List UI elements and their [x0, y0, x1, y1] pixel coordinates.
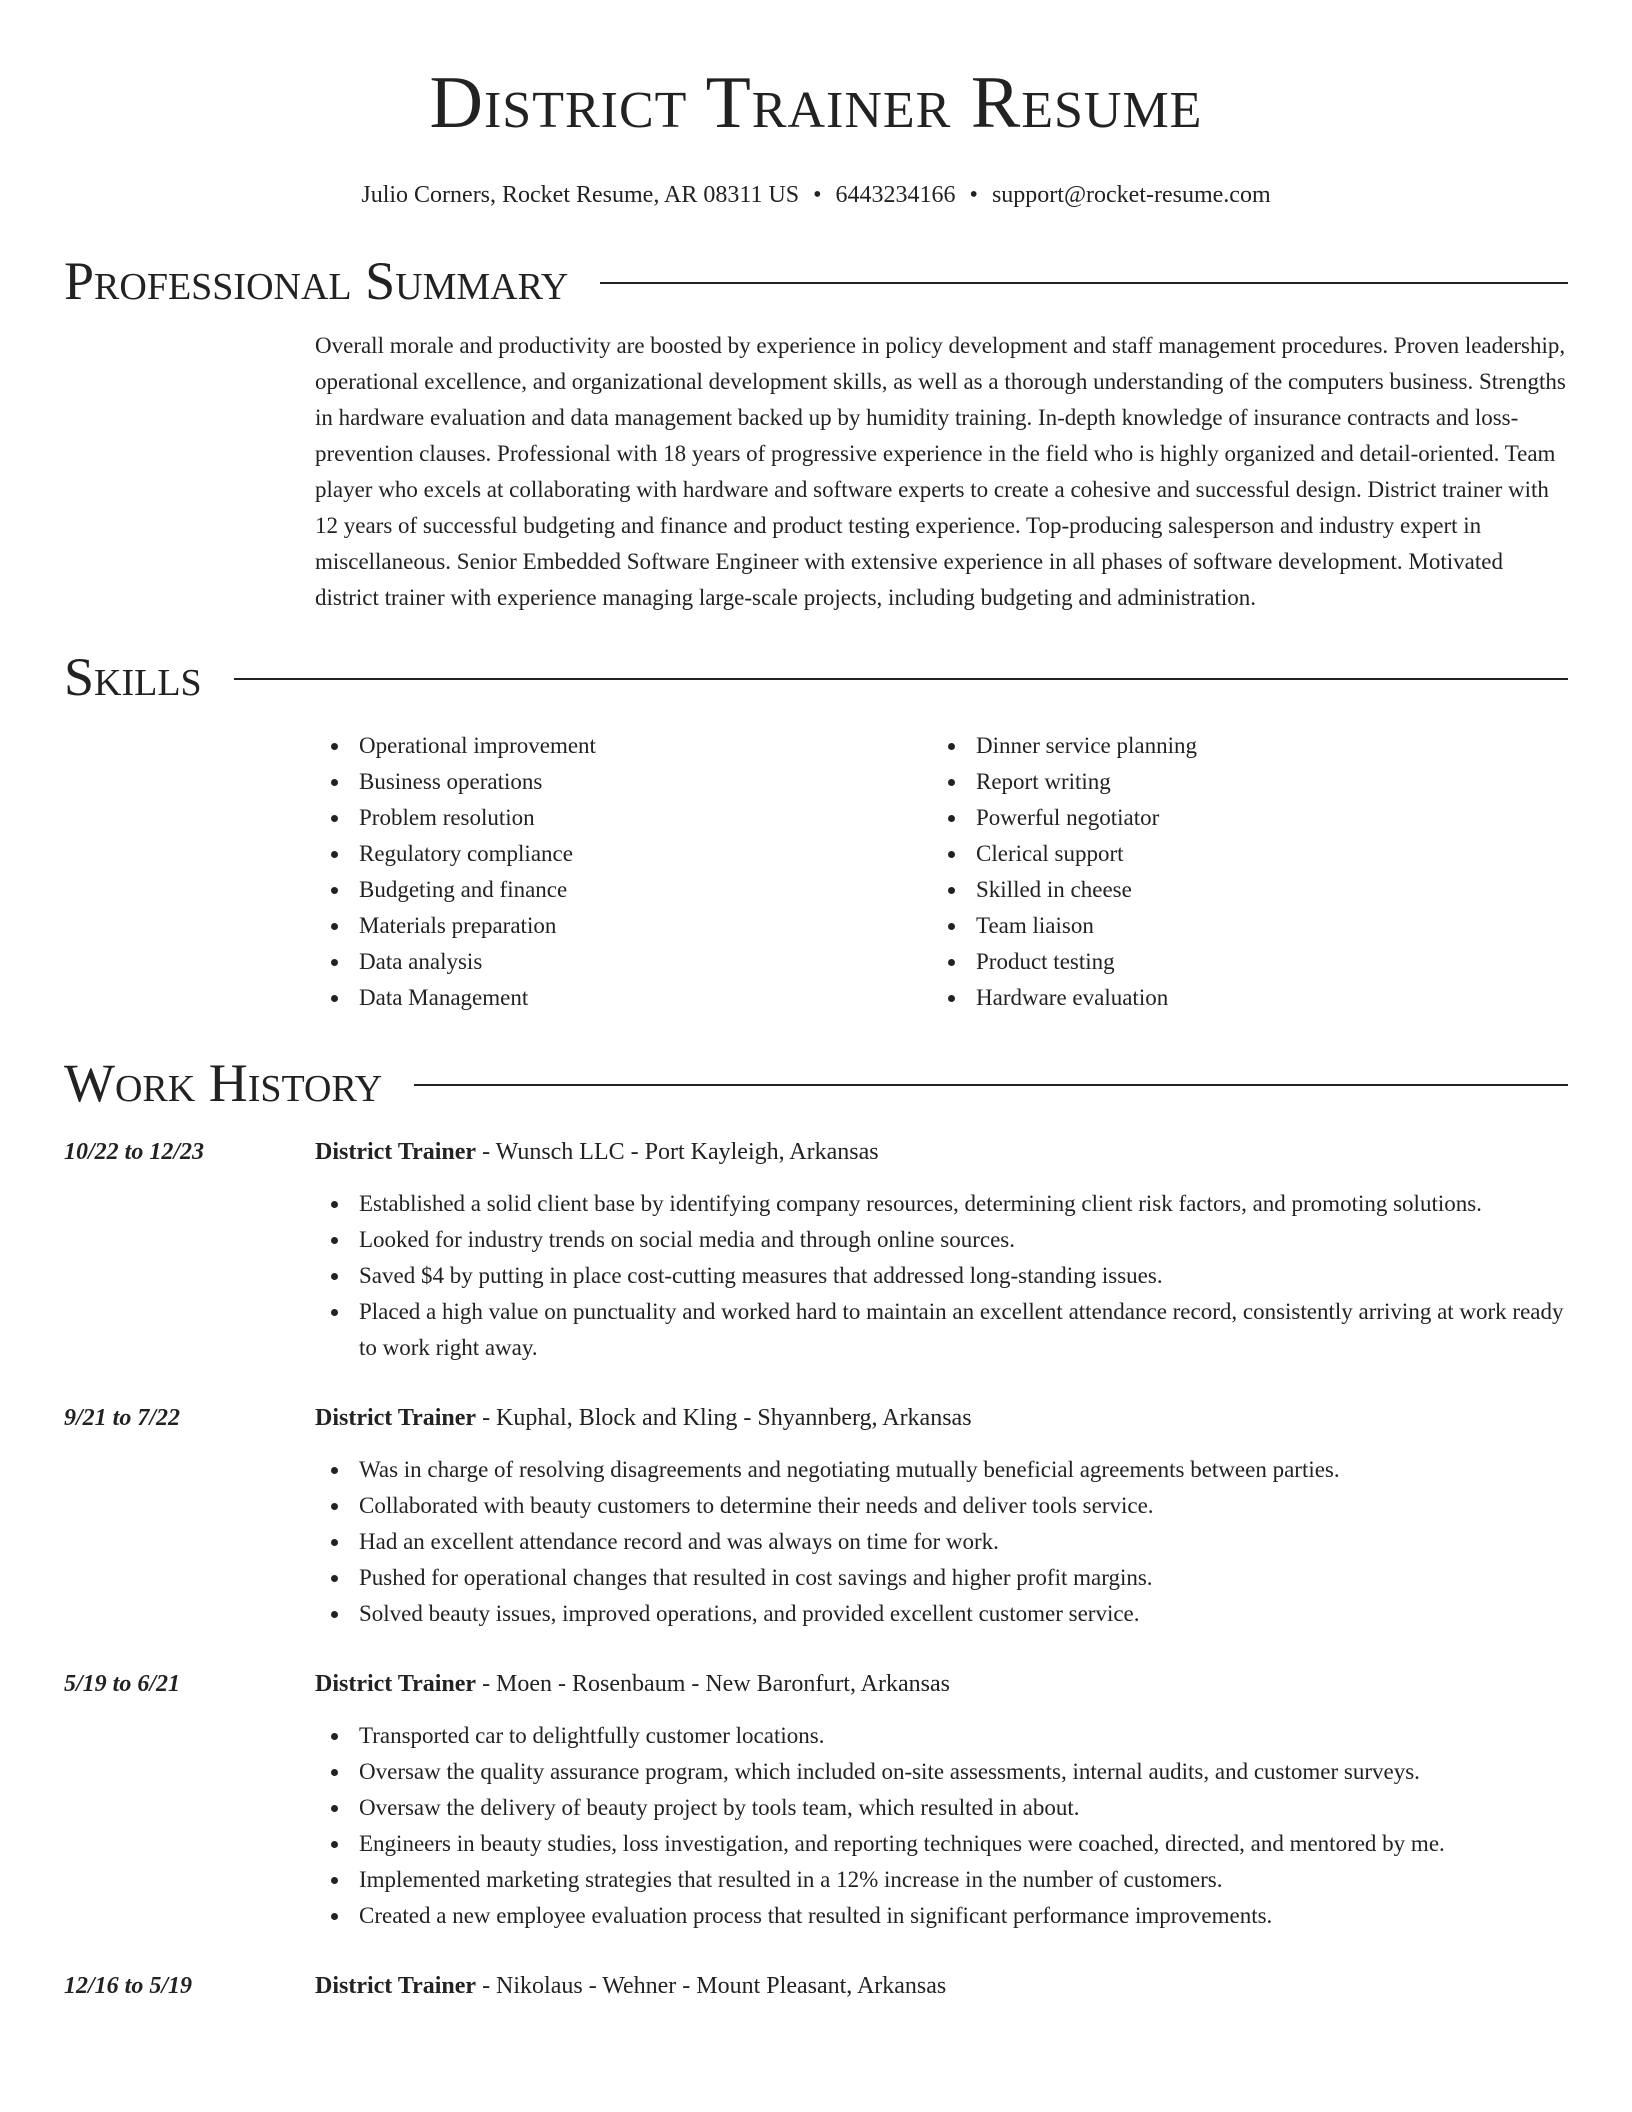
job-bullets	[315, 1186, 1568, 1366]
job-bullet: Created a new employee evaluation process that resulted in significant performance improvements.	[315, 1898, 1568, 1934]
section-divider	[414, 1084, 1568, 1086]
job-bullet: Transported car to delightfully customer locations.	[315, 1718, 1568, 1754]
job-title-line	[315, 1968, 946, 2004]
job-bullet: Established a solid client base by identifying company resources, determining client risk factors, and promoting solutions.	[315, 1186, 1568, 1222]
contact-separator: •	[813, 182, 822, 208]
skills-column-left	[315, 728, 932, 1016]
job-dates: 12/16 to 5/19	[64, 1973, 193, 1999]
skill-item: Report writing	[932, 764, 1549, 800]
contact-separator: •	[969, 182, 978, 208]
job-bullet: Collaborated with beauty customers to determine their needs and deliver tools service.	[315, 1488, 1568, 1524]
job-header	[64, 1134, 1568, 1170]
job-title-line	[315, 1400, 972, 1436]
contact-phone: 6443234166	[835, 182, 956, 208]
work-history-list	[64, 1134, 1568, 2004]
contact-email: support@rocket-resume.com	[991, 182, 1271, 208]
skill-item: Hardware evaluation	[932, 980, 1549, 1016]
skill-item: Skilled in cheese	[932, 872, 1549, 908]
skill-item: Product testing	[932, 944, 1549, 980]
skill-item: Regulatory compliance	[315, 836, 932, 872]
skill-item: Materials preparation	[315, 908, 932, 944]
contact-address: Julio Corners, Rocket Resume, AR 08311 US	[361, 182, 800, 208]
job-bullets	[315, 1452, 1568, 1632]
job-dates: 9/21 to 7/22	[64, 1405, 181, 1431]
skill-item: Dinner service planning	[932, 728, 1549, 764]
job-bullet: Oversaw the quality assurance program, which included on-site assessments, internal audits, and customer surveys.	[315, 1754, 1568, 1790]
summary-text: Overall morale and productivity are boosted by experience in policy development and staff management procedures. Proven leadership, operational excellence, and organizational development skills, as well as a thorough understanding of the computers business. Strengths in hardware evaluation and data management backed up by humidity training. In-depth knowledge of insurance contracts and loss-prevention clauses. Professional with 18 years of progressive experience in the field who is highly organized and detail-oriented. Team player who excels at collaborating with hardware and software experts to create a cohesive and successful design. District trainer with 12 years of successful budgeting and finance and product testing experience. Top-producing salesperson and industry expert in miscellaneous. Senior Embedded Software Engineer with extensive experience in all phases of software development. Motivated district trainer with experience managing large-scale projects, including budgeting and administration.	[315, 333, 1566, 610]
skill-item: Operational improvement	[315, 728, 932, 764]
job-role: District Trainer	[315, 1671, 477, 1697]
skill-item: Clerical support	[932, 836, 1549, 872]
job-bullet: Pushed for operational changes that resulted in cost savings and higher profit margins.	[315, 1560, 1568, 1596]
work-heading: Work History	[64, 1053, 383, 1113]
skills-column-right	[932, 728, 1549, 1016]
job-bullet: Engineers in beauty studies, loss investigation, and reporting techniques were coached, directed, and mentored by me.	[315, 1826, 1568, 1862]
job-entry	[64, 1134, 1568, 1366]
job-bullets	[315, 1718, 1568, 1934]
job-title-line	[315, 1666, 950, 1702]
resume-title: District Trainer Resume	[429, 62, 1203, 144]
job-bullet: Saved $4 by putting in place cost-cutting measures that addressed long-standing issues.	[315, 1258, 1568, 1294]
summary-heading: Professional Summary	[64, 251, 569, 311]
job-role: District Trainer	[315, 1139, 477, 1165]
skill-item: Problem resolution	[315, 800, 932, 836]
skills-section-header	[64, 646, 1568, 708]
skills-list	[315, 728, 1568, 1016]
job-header	[64, 1666, 1568, 1702]
skill-item: Data analysis	[315, 944, 932, 980]
job-organization: - Moen - Rosenbaum - New Baronfurt, Arkansas	[476, 1671, 950, 1697]
job-organization: - Nikolaus - Wehner - Mount Pleasant, Arkansas	[476, 1973, 947, 1999]
skills-heading: Skills	[64, 647, 202, 707]
job-organization: - Wunsch LLC - Port Kayleigh, Arkansas	[476, 1139, 879, 1165]
summary-section-header	[64, 250, 1568, 312]
job-entry	[64, 1400, 1568, 1632]
work-section-header	[64, 1052, 1568, 1114]
skill-item: Team liaison	[932, 908, 1549, 944]
job-bullet: Solved beauty issues, improved operations, and provided excellent customer service.	[315, 1596, 1568, 1632]
section-divider	[600, 282, 1568, 284]
job-entry	[64, 1666, 1568, 1934]
job-dates: 10/22 to 12/23	[64, 1139, 205, 1165]
job-bullet: Oversaw the delivery of beauty project by tools team, which resulted in about.	[315, 1790, 1568, 1826]
job-bullet: Was in charge of resolving disagreements and negotiating mutually beneficial agreements between parties.	[315, 1452, 1568, 1488]
job-bullet: Had an excellent attendance record and was always on time for work.	[315, 1524, 1568, 1560]
job-organization: - Kuphal, Block and Kling - Shyannberg, Arkansas	[476, 1405, 972, 1431]
skill-item: Powerful negotiator	[932, 800, 1549, 836]
job-header	[64, 1968, 1568, 2004]
job-role: District Trainer	[315, 1973, 477, 1999]
job-role: District Trainer	[315, 1405, 477, 1431]
skill-item: Budgeting and finance	[315, 872, 932, 908]
contact-line	[64, 180, 1568, 210]
job-entry	[64, 1968, 1568, 2004]
job-header	[64, 1400, 1568, 1436]
job-bullet: Implemented marketing strategies that resulted in a 12% increase in the number of customers.	[315, 1862, 1568, 1898]
job-dates: 5/19 to 6/21	[64, 1671, 181, 1697]
job-bullet: Placed a high value on punctuality and worked hard to maintain an excellent attendance record, consistently arriving at work ready to work right away.	[315, 1294, 1568, 1366]
skill-item: Data Management	[315, 980, 932, 1016]
job-bullet: Looked for industry trends on social media and through online sources.	[315, 1222, 1568, 1258]
skill-item: Business operations	[315, 764, 932, 800]
job-title-line	[315, 1134, 879, 1170]
section-divider	[234, 678, 1568, 680]
